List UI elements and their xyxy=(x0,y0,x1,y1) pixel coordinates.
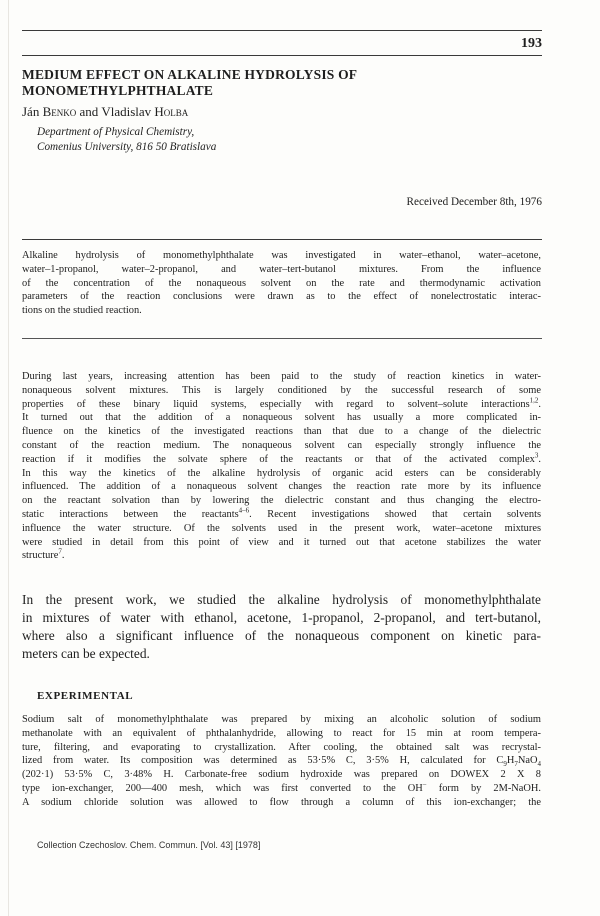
affiliation xyxy=(37,125,216,155)
authors xyxy=(22,104,188,120)
top-rule xyxy=(22,30,542,31)
received-date: Received December 8th, 1976 xyxy=(406,196,542,208)
text-line: In this way the kinetics of the alkaline hydrolysis of organic acid esters can be considerably xyxy=(22,467,541,479)
text-line: influence the water structure. Of the solvents used in the present work, water–acetone mixtures xyxy=(22,522,541,534)
text-line: nonaqueous solvent mixtures. This is largely conditioned by the successful research of some xyxy=(22,384,541,396)
text-line xyxy=(22,549,541,563)
authors-and: and xyxy=(79,104,99,119)
abstract-line: parameters of the reaction conclusions were drawn as to the effect of nonelectrostatic interac- xyxy=(22,291,541,303)
text-fragment: type ion-exchanger, 200—400 mesh, which was first converted to the OH xyxy=(22,782,423,794)
text-fragment: lized from water. Its composition was determined as 53·5% C, 3·5% H, calculated for C xyxy=(22,755,504,767)
text-line: constant of the reaction medium. The nonaqueous solvent can especially strongly influence the xyxy=(22,439,541,451)
author-2-last: Holba xyxy=(154,104,189,119)
citation-superscript: 3 xyxy=(534,451,539,460)
text-line xyxy=(22,508,541,522)
abstract-top-rule xyxy=(22,239,542,240)
text-line: fluence on the kinetics of the investigated reactions than that due to a change of the dielectric xyxy=(22,426,541,438)
citation-superscript: 7 xyxy=(58,547,62,556)
charge-superscript: − xyxy=(422,780,427,789)
article-title: MEDIUM EFFECT ON ALKALINE HYDROLYSIS OF MONOMETHYLPHTHALATE xyxy=(22,67,357,98)
text-line: where also a significant influence of the nonaqueous component on kinetic para- xyxy=(22,628,541,643)
author-1-first: Ján xyxy=(22,104,40,119)
abstract xyxy=(22,249,541,318)
text-line: on the reactant solvation than by lowering the dielectric constant and thus changing the electro- xyxy=(22,495,541,507)
text-fragment: reaction if it modifies the solvate sphere of the reactants or that of the activated complex xyxy=(22,453,535,465)
text-fragment: form by 2M-NaOH. xyxy=(426,782,542,794)
text-line: It turned out that the addition of a nonaqueous solvent has usually a more complicated in- xyxy=(22,412,541,424)
text-fragment: . xyxy=(538,398,541,410)
header-rule xyxy=(22,55,542,56)
text-line xyxy=(22,453,541,467)
citation-superscript: 1,2 xyxy=(529,396,539,405)
present-work-paragraph xyxy=(22,591,541,663)
abstract-line: of the concentration of the nonaqueous solvent on the rate and thermodynamic activation xyxy=(22,277,541,289)
text-line: in mixtures of water with ethanol, acetone, 1-propanol, 2-propanol, and tert-butanol, xyxy=(22,610,541,625)
text-line xyxy=(22,398,541,412)
abstract-line: Alkaline hydrolysis of monomethylphthalate was investigated in water–ethanol, water–acetone, xyxy=(22,250,541,261)
text-fragment: properties of these binary liquid systems, especially with regard to solvent–solute interactions xyxy=(22,398,530,410)
affiliation-line-1: Department of Physical Chemistry, xyxy=(37,126,195,138)
formula-subscript: 7 xyxy=(514,760,518,769)
formula-subscript: 4 xyxy=(537,760,541,769)
section-heading-experimental: EXPERIMENTAL xyxy=(37,690,134,702)
abstract-bottom-rule xyxy=(22,338,542,339)
introduction-paragraph xyxy=(22,370,541,563)
text-line: meters can be expected. xyxy=(22,646,150,661)
journal-footer: Collection Czechoslov. Chem. Commun. [Vol. 43] [1978] xyxy=(37,840,261,850)
text-fragment: . Recent investigations showed that certain solvents xyxy=(249,508,541,520)
text-line: (202·1) 53·5% C, 3·48% H. Carbonate-free sodium hydroxide was prepared on DOWEX 2 X 8 xyxy=(22,769,541,781)
abstract-line: tions on the studied reaction. xyxy=(22,305,142,317)
text-line: During last years, increasing attention has been paid to the study of reaction kinetics in water- xyxy=(22,371,541,382)
citation-superscript: 4–6 xyxy=(238,506,250,515)
text-fragment: static interactions between the reactants xyxy=(22,508,239,520)
abstract-line: water–1-propanol, water–2-propanol, and water–tert-butanol mixtures. From the influence xyxy=(22,263,541,275)
text-fragment: . xyxy=(61,550,65,562)
author-2-first: Vladislav xyxy=(101,104,152,119)
formula-subscript: 9 xyxy=(503,760,507,769)
text-fragment: structure xyxy=(22,550,59,562)
text-line xyxy=(22,782,541,796)
page-number: 193 xyxy=(521,36,542,51)
formula-fragment: H xyxy=(506,755,515,767)
scan-edge-shadow xyxy=(8,0,9,916)
text-line: ture, filtering, and evaporating to crystallization. After cooling, the obtained salt was recrystal- xyxy=(22,741,541,753)
text-line: were studied in detail from this point of view and it turned out that acetone stabilizes the water xyxy=(22,536,541,548)
text-fragment: . xyxy=(538,453,541,465)
text-line xyxy=(22,754,541,768)
affiliation-line-2: Comenius University, 816 50 Bratislava xyxy=(37,141,217,153)
text-line: A sodium chloride solution was allowed to flow through a column of this ion-exchanger; the xyxy=(22,796,541,808)
text-line: In the present work, we studied the alkaline hydrolysis of monomethylphthalate xyxy=(22,592,541,607)
formula-fragment: NaO xyxy=(517,755,538,767)
author-1-last: Benko xyxy=(42,104,77,119)
text-line: influenced. The addition of a nonaqueous solvent changes the reaction rate more by its influence xyxy=(22,481,541,493)
text-line: Sodium salt of monomethylphthalate was prepared by mixing an alcoholic solution of sodium xyxy=(22,714,541,725)
text-line: methanolate with an equivalent of phthalanhydride, allowing to react for 15 min at room tempera- xyxy=(22,727,541,739)
experimental-paragraph xyxy=(22,713,541,810)
